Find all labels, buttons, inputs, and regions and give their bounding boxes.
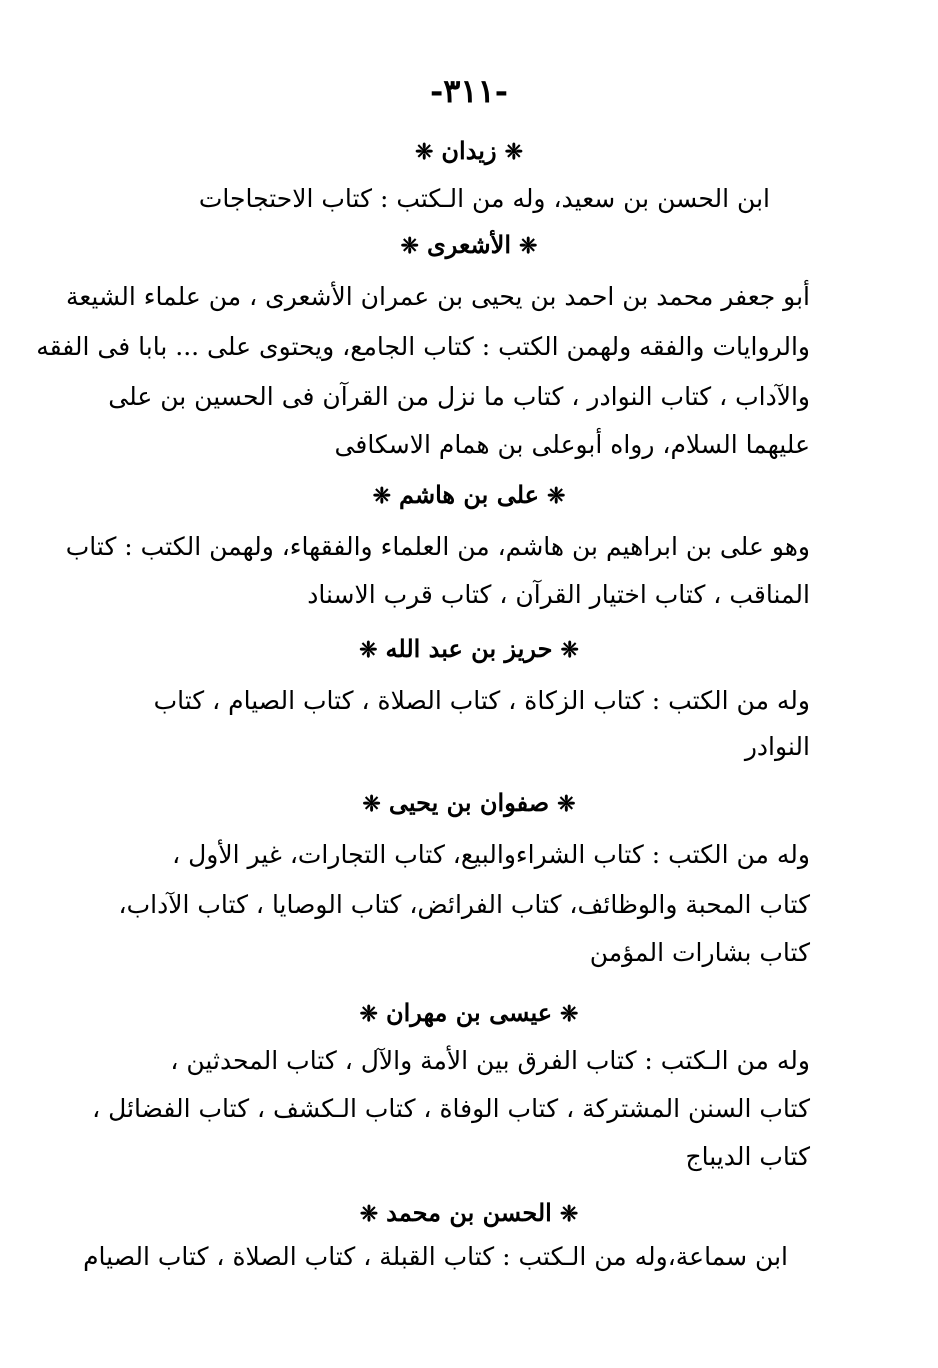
entry-title: الأشعرى bbox=[426, 230, 512, 259]
text-line: وله من الكتب : كتاب الشراءوالبيع، كتاب التجارات، غير الأول ، bbox=[172, 840, 810, 869]
text-line: أبو جعفر محمد بن احمد بن يحيى بن عمران الأشعرى ، من علماء الشيعة bbox=[65, 282, 810, 311]
entry-title: الحسن بن محمد bbox=[386, 1198, 552, 1227]
ornament-icon: ❈ bbox=[559, 1201, 579, 1227]
entry-heading bbox=[0, 1196, 938, 1231]
entry-heading bbox=[0, 478, 938, 513]
entry-heading bbox=[0, 786, 938, 821]
ornament-icon: ❈ bbox=[414, 139, 434, 165]
text-line: النوادر bbox=[744, 732, 810, 761]
text-line: كتاب الديباج bbox=[685, 1142, 810, 1171]
entry-title: على بن هاشم bbox=[399, 480, 539, 509]
text-line: ابن الحسن بن سعيد، وله من الـكتب : كتاب الاحتجاجات bbox=[198, 184, 770, 213]
entry-heading bbox=[0, 228, 938, 263]
entry-title: حريز بن عبد الله bbox=[385, 634, 553, 663]
text-line: عليهما السلام، رواه أبوعلى بن همام الاسكافى bbox=[334, 430, 810, 459]
ornament-icon: ❈ bbox=[359, 1001, 378, 1027]
entry-title: عيسى بن مهران bbox=[385, 998, 553, 1027]
entry-heading bbox=[0, 632, 938, 667]
page-number: -٣١١- bbox=[429, 72, 509, 110]
ornament-icon: ❈ bbox=[546, 483, 566, 509]
ornament-icon: ❈ bbox=[372, 483, 391, 509]
text-line: المناقب ، كتاب اختيار القرآن ، كتاب قرب الاسناد bbox=[307, 580, 810, 609]
text-line: وله من الكتب : كتاب الزكاة ، كتاب الصلاة ، كتاب الصيام ، كتاب bbox=[153, 686, 810, 715]
text-line: وله من الـكتب : كتاب الفرق بين الأمة والآل ، كتاب المحدثين ، bbox=[170, 1046, 810, 1075]
text-line: والآداب ، كتاب النوادر ، كتاب ما نزل من القرآن فى الحسين بن على bbox=[108, 382, 810, 411]
ornament-icon: ❈ bbox=[560, 637, 579, 663]
ornament-icon: ❈ bbox=[359, 637, 378, 663]
ornament-icon: ❈ bbox=[359, 1201, 379, 1227]
entry-title: زيدان bbox=[441, 136, 497, 165]
ornament-icon: ❈ bbox=[400, 233, 419, 259]
text-line: وهو على بن ابراهيم بن هاشم، من العلماء والفقهاء، ولهمن الكتب : كتاب bbox=[65, 532, 810, 561]
ornament-icon: ❈ bbox=[560, 1001, 579, 1027]
ornament-icon: ❈ bbox=[362, 791, 381, 817]
entry-title: صفوان بن يحيى bbox=[388, 788, 550, 817]
text-line: والروايات والفقه ولهمن الكتب : كتاب الجامع، ويحتوى على ... بابا فى الفقه bbox=[36, 332, 810, 361]
ornament-icon: ❈ bbox=[504, 139, 524, 165]
ornament-icon: ❈ bbox=[557, 791, 576, 817]
text-line: ابن سماعة،وله من الـكتب : كتاب القبلة ، كتاب الصلاة ، كتاب الصيام bbox=[83, 1242, 788, 1271]
ornament-icon: ❈ bbox=[519, 233, 538, 259]
text-line: كتاب المحبة والوظائف، كتاب الفرائض، كتاب الوصايا ، كتاب الآداب، bbox=[118, 890, 810, 919]
entry-heading bbox=[0, 996, 938, 1031]
entry-heading bbox=[0, 134, 938, 169]
text-line: كتاب بشارات المؤمن bbox=[589, 938, 810, 967]
text-line: كتاب السنن المشتركة ، كتاب الوفاة ، كتاب الـكشف ، كتاب الفضائل ، bbox=[92, 1094, 810, 1123]
